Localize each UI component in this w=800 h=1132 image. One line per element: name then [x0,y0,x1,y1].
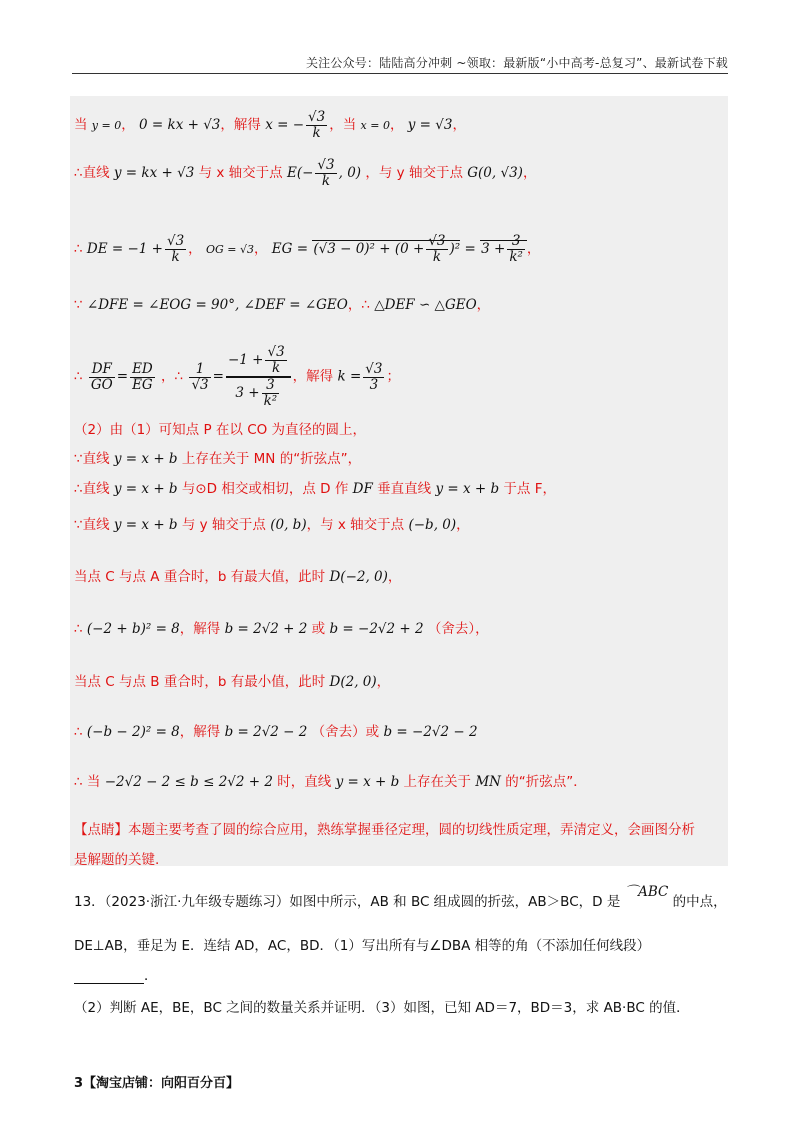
math: −1 + [227,352,264,368]
denominator: √3 [191,376,209,393]
fraction [315,158,336,189]
solution-line-7 [74,447,361,467]
text: ∴ 当 [74,774,101,790]
problem-line-1 [74,884,727,910]
math: (− [296,165,314,181]
solution-line-2 [74,158,536,189]
math: k = [337,368,362,385]
header-rule [72,73,728,74]
text: ， [476,297,491,313]
math: b = −2√2 + 2 [329,621,424,637]
solution-line-4 [74,293,490,313]
math: x = − [265,117,305,133]
text: 当点 C 与点 B 重合时，b 有最小值，此时 [74,674,326,690]
text: ∵直线 [74,517,110,533]
text: ，∴ [347,297,370,313]
math: 3 + [235,385,260,401]
text: ； [386,368,400,385]
text: ∵ [74,297,83,313]
math: ∠DFE = ∠EOG = 90°, ∠DEF = ∠GEO [86,297,348,313]
text: ，解得 [292,368,334,385]
numerator [226,345,291,377]
text: （舍去）， [427,621,489,637]
denominator: k [321,173,331,189]
denominator: k [312,125,321,141]
comment-line-2: 是解题的关键. [74,852,160,868]
denominator: k² [509,249,523,265]
text: 上存在关于 [403,774,472,790]
denominator: GO [90,376,113,393]
math: = [212,368,224,385]
math: MN [475,774,501,790]
math: y = x + b [113,481,178,497]
math: (0, b) [270,517,307,533]
math: y = 0 [91,119,122,132]
text: ，解得 [179,621,221,637]
math: EG = [271,241,309,257]
fraction [363,362,384,393]
page-footer: 3【淘宝店铺：向阳百分百】 [74,1076,240,1091]
fraction [165,234,186,265]
page-header: 关注公众号：陆陆高分冲刺 ~领取：最新版“小中高考-总复习”、最新试卷下载 [305,56,728,70]
denominator: k² [263,393,278,409]
text: ∴ [74,241,83,257]
denominator: k [271,360,281,376]
problem-text: 的中点， [672,894,727,910]
math: = [116,368,129,385]
math: )² [449,241,461,257]
text: ， [121,117,135,133]
math: (−2 + b)² = 8 [86,621,180,637]
solution-line-1 [74,110,466,141]
text: 于点 F， [503,481,556,497]
denominator: k [171,249,180,265]
math: 0 = kx + √3 [139,117,221,133]
numerator: 1 [189,362,210,378]
sqrt-expression [480,233,527,265]
numerator: 3 [262,378,280,394]
solution-line-8 [74,477,556,497]
fraction [89,362,115,393]
math: (√3 − 0)² + (0 + [313,241,425,257]
text: ∴ [74,368,83,385]
comment-line-1: 【点睛】本题主要考查了圆的综合应用，熟练掌握垂径定理，圆的切线性质定理，弄清定义，会画图分析 [74,822,695,838]
denominator [226,377,291,409]
numerator: √3 [267,344,285,360]
problem-text: 13．（2023·浙江·九年级专题练习）如图中所示，AB 和 BC 组成圆的折弦，AB＞BC，D 是 [74,894,621,910]
text: ∴直线 [74,481,110,497]
math: y = √3 [407,117,453,133]
solution-line-10 [74,565,401,585]
math: E [286,165,297,181]
text: ∴ [74,621,83,637]
solution-line-9 [74,513,470,533]
math: = [464,241,476,257]
solution-line-12 [74,670,390,690]
text: 时，直线 [277,774,332,790]
text: ∴ [74,724,83,740]
math: x = 0 [360,119,390,132]
math: △DEF ∽ △GEO [374,297,477,313]
text: 当 [74,117,88,133]
math: , 0) [338,165,362,181]
text: ， [387,569,402,585]
math: D(−2, 0) [329,569,388,585]
math: ABC [638,884,669,900]
numerator: DF [89,362,115,378]
text: 与⊙D 相交或相切，点 D 作 [181,481,349,497]
math: b = −2√2 − 2 [383,724,478,740]
fraction [507,234,525,265]
math: DE = −1 + [86,241,163,257]
math: y = x + b [113,517,178,533]
fraction [189,362,210,393]
text: ， [389,117,404,133]
fraction [426,234,447,265]
math: b = 2√2 − 2 [224,724,308,740]
numerator: √3 [166,233,185,249]
arc-label: ⌒ABC [624,884,669,900]
text: ，解得 [179,724,221,740]
solution-line-13 [74,720,478,740]
math: y = kx + √3 [113,165,195,181]
text: ， [452,117,466,133]
problem-line-3 [74,964,158,984]
solution-line-3 [74,234,540,265]
fraction [130,362,155,393]
text: ，与 y 轴交于点 [365,165,463,181]
text: 或 [311,621,326,637]
problem-line-4: （2）判断 AE，BE，BC 之间的数量关系并证明．（3）如图，已知 AD＝7，BD＝3，求 AB·BC 的值． [74,1000,690,1016]
fraction [262,378,280,409]
text: 与 y 轴交于点 [181,517,266,533]
fraction [226,345,291,409]
numerator: √3 [308,109,326,125]
math: DF [352,481,373,497]
text: ，与 x 轴交于点 [306,517,405,533]
math: (−b, 0) [408,517,457,533]
text: 当点 C 与点 A 重合时，b 有最大值，此时 [74,569,326,585]
text: ，∴ [161,368,184,385]
text: 上存在关于 MN 的“折弦点”， [181,451,362,467]
numerator: √3 [365,360,383,377]
solution-line-5 [74,345,400,409]
math: (−b − 2)² = 8 [86,724,180,740]
problem-text: ． [144,968,158,984]
text: ∴直线 [74,165,110,181]
text: ，当 [329,117,357,133]
problem-line-2: DE⊥AB，垂足为 E．连结 AD，AC，BD．（1）写出所有与∠DBA 相等的角（不添加任何线段） [74,938,651,954]
math: OG = √3 [205,243,254,256]
denominator: 3 [369,376,379,393]
text: 垂直直线 [377,481,432,497]
numerator: √3 [317,157,335,173]
fraction [265,345,286,376]
numerator: 3 [507,234,525,250]
text: （舍去）或 [311,724,380,740]
solution-line-11 [74,617,489,637]
text: ∵直线 [74,451,110,467]
numerator: ED [132,360,153,377]
denominator: EG [132,376,153,393]
text: ， [526,241,541,257]
math: −2√2 − 2 ≤ b ≤ 2√2 + 2 [104,774,273,790]
math: 3 + [481,241,506,257]
math: G(0, √3) [467,165,523,181]
text: ， [188,241,202,257]
text: ， [376,674,391,690]
text: ， [522,165,537,181]
answer-blank[interactable] [74,969,144,984]
text: 与 x 轴交于点 [198,165,283,181]
text: ， [254,241,268,257]
solution-line-14 [74,770,587,790]
math: y = x + b [113,451,178,467]
fraction [306,110,327,141]
math: y = x + b [435,481,500,497]
denominator: k [432,249,442,265]
math: D(2, 0) [329,674,377,690]
math: b = 2√2 + 2 [224,621,308,637]
text: 的“折弦点”． [505,774,587,790]
text: ，解得 [220,117,261,133]
math: y = x + b [335,774,400,790]
solution-line-6: （2）由（1）可知点 P 在以 CO 为直径的圆上， [74,422,367,438]
numerator: √3 [428,233,446,249]
sqrt-expression [312,233,461,265]
text: ， [456,517,470,533]
